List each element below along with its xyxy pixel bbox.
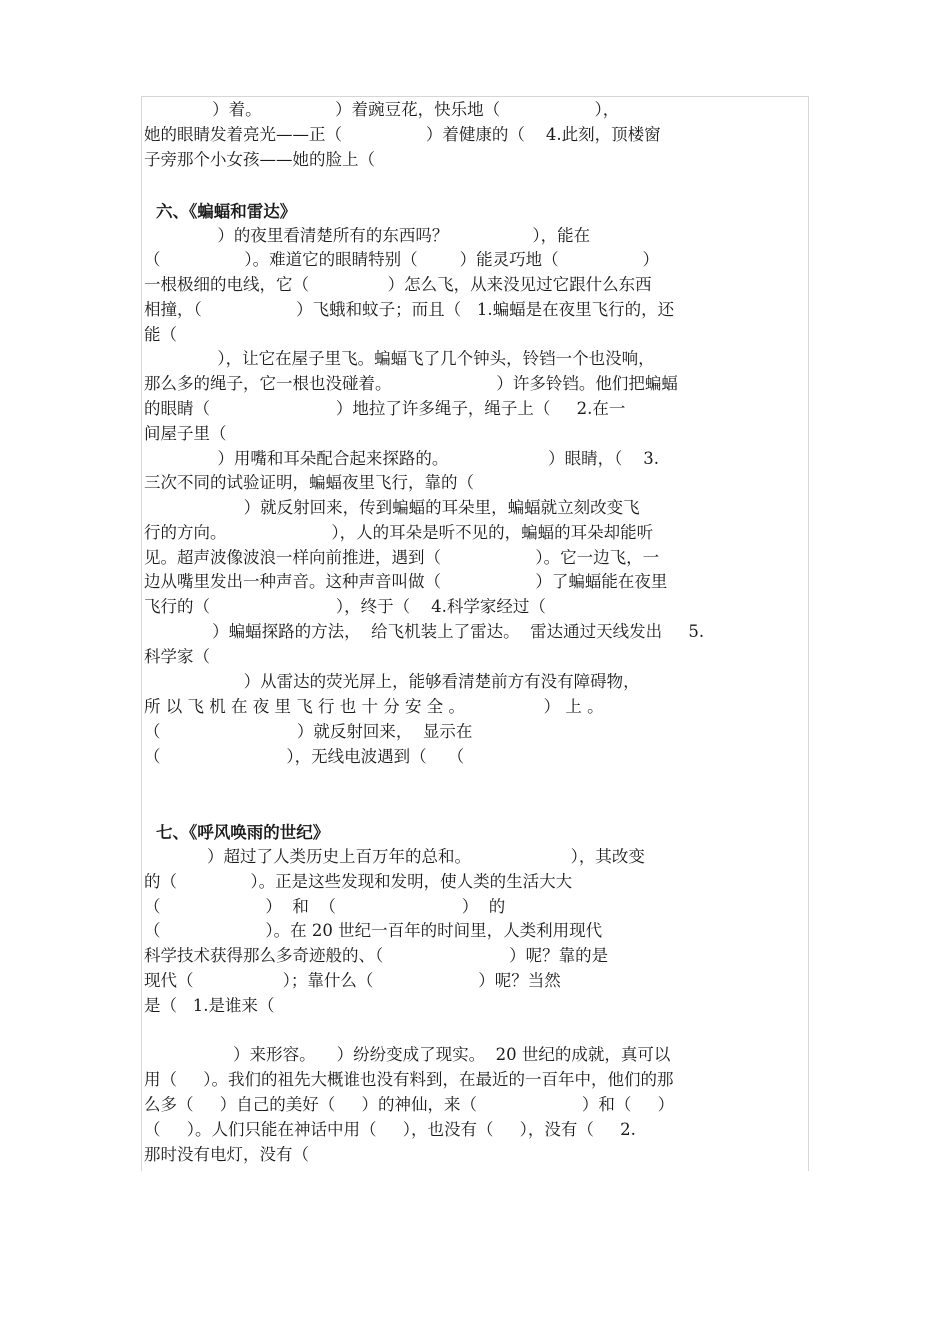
text-line: ）的夜里看清楚所有的东西吗？ ），能在 (144, 226, 591, 245)
text-line: 能（ (144, 325, 177, 344)
text-line: 行的方向。 ），人的耳朵是听不见的，蝙蝠的耳朵却能听 (144, 523, 654, 542)
text-line: （ ）。难道它的眼睛特别（ ）能灵巧地（ ） (144, 250, 660, 269)
text-line: 她的眼睛发着亮光——正（ ）着健康的（ 4.此刻，顶楼窗 (144, 125, 661, 144)
text-line: （ ） 和 （ ） 的 (144, 897, 506, 916)
text-line: 科学技术获得那么多奇迹般的、（ ）呢？靠的是 (144, 946, 609, 965)
text-line: 子旁那个小女孩——她的脸上（ (144, 150, 375, 169)
section-heading-century: 七、《呼风唤雨的世纪》 (156, 823, 330, 842)
text-line: （ ）。在 20 世纪一百年的时间里，人类利用现代 (144, 921, 603, 940)
text-line: 是（ 1.是谁来（ (144, 996, 275, 1015)
text-line: ）着。 ）着豌豆花，快乐地（ ）， (144, 100, 620, 119)
text-line: 飞行的（ ），终于（ 4.科学家经过（ (144, 597, 546, 616)
text-line: 的（ ）。正是这些发现和发明，使人类的生活大大 (144, 872, 573, 891)
text-line: 三次不同的试验证明，蝙蝠夜里飞行，靠的（ (144, 473, 474, 492)
text-line: ）来形容。 ）纷纷变成了现实。 20 世纪的成就，真可以 (144, 1045, 671, 1064)
text-line: 边从嘴里发出一种声音。这种声音叫做（ ）了蝙蝠能在夜里 (144, 572, 668, 591)
text-line: ）蝙蝠探路的方法， 给飞机装上了雷达。 雷达通过天线发出 5. (144, 622, 705, 641)
text-line: 那么多的绳子，它一根也没碰着。 ）许多铃铛。他们把蝙蝠 (144, 374, 678, 393)
text-line (144, 1020, 804, 1042)
text-line: ）就反射回来，传到蝙蝠的耳朵里，蝙蝠就立刻改变飞 (144, 498, 640, 517)
section-heading-bat-radar: 六、《蝙蝠和雷达》 (156, 202, 297, 221)
text-line: 么多（ ）自己的美好（ ）的神仙，来（ ）和（ ） (144, 1095, 675, 1114)
text-line: 所 以 飞 机 在 夜 里 飞 行 也 十 分 安 全 。 ） 上 。 (144, 697, 604, 716)
text-line: 科学家（ (144, 647, 210, 666)
text-line: 一根极细的电线，它（ ）怎么飞，从来没见过它跟什么东西 (144, 275, 652, 294)
text-line: 相撞，（ ）飞蛾和蚊子；而且（ 1.蝙蝠是在夜里飞行的，还 (144, 300, 675, 319)
text-line: 见。超声波像波浪一样向前推进，遇到（ ）。它一边飞，一 (144, 548, 660, 567)
text-line: ）从雷达的荧光屏上，能够看清楚前方有没有障碍物， (144, 672, 640, 691)
text-line: ）用嘴和耳朵配合起来探路的。 ）眼睛，（ 3. (144, 449, 660, 468)
text-line: 间屋子里（ (144, 424, 227, 443)
text-line: 的眼睛（ ）地拉了许多绳子，绳子上（ 2.在一 (144, 399, 626, 418)
text-line: ），让它在屋子里飞。蝙蝠飞了几个钟头，铃铛一个也没响， (144, 349, 655, 368)
text-line: 现代（ ）；靠什么（ ）呢？当然 (144, 971, 561, 990)
text-line: （ ）。人们只能在神话中用（ ），也没有（ ），没有（ 2. (144, 1120, 636, 1139)
text-line: 用（ ）。我们的祖先大概谁也没有料到，在最近的一百年中，他们的那 (144, 1070, 674, 1089)
text-line: （ ），无线电波遇到（ （ (144, 747, 465, 766)
text-line: ）超过了人类历史上百万年的总和。 ），其改变 (144, 847, 645, 866)
text-line: 那时没有电灯，没有（ (144, 1145, 309, 1164)
text-line: （ ）就反射回来， 显示在 (144, 722, 473, 741)
